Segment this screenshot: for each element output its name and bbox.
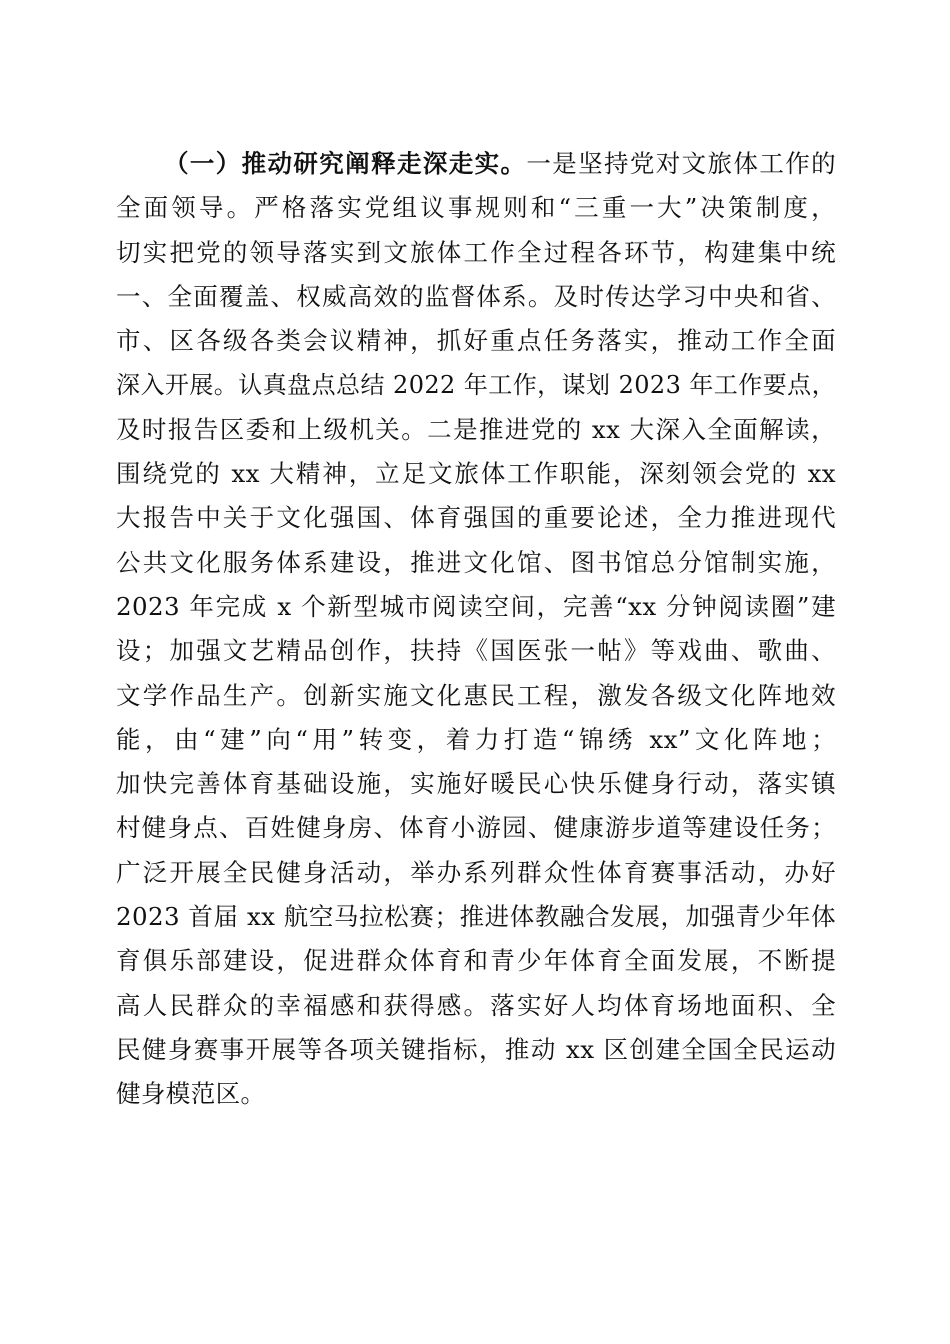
paragraph-line: 高人民群众的幸福感和获得感。落实好人均体育场地面积、全: [116, 990, 836, 1020]
paragraph-line: 育俱乐部建设，促进群众体育和青少年体育全面发展，不断提: [116, 946, 836, 976]
paragraph-line: 加快完善体育基础设施，实施好暖民心快乐健身行动，落实镇: [116, 769, 836, 799]
paragraph-line: 文学作品生产。创新实施文化惠民工程，激发各级文化阵地效: [116, 680, 836, 710]
section-heading: （一）推动研究阐释走深走实。: [164, 149, 527, 178]
paragraph-line: 一、全面覆盖、权威高效的监督体系。及时传达学习中央和省、: [116, 281, 836, 311]
paragraph-line: 2023 年完成 x 个新型城市阅读空间，完善“xx 分钟阅读圈”建: [116, 591, 836, 621]
paragraph-line: 及时报告区委和上级机关。二是推进党的 xx 大深入全面解读，: [116, 414, 836, 444]
paragraph-line: 2023 首届 xx 航空马拉松赛；推进体教融合发展，加强青少年体: [116, 902, 836, 932]
paragraph-line: 设；加强文艺精品创作，扶持《国医张一帖》等戏曲、歌曲、: [116, 636, 836, 666]
paragraph-line: 健身模范区。: [116, 1079, 266, 1109]
paragraph-line: 广泛开展全民健身活动，举办系列群众性体育赛事活动，办好: [116, 857, 836, 887]
paragraph-line: （一）推动研究阐释走深走实。一是坚持党对文旅体工作的: [164, 149, 836, 178]
paragraph-line: 深入开展。认真盘点总结 2022 年工作，谋划 2023 年工作要点，: [116, 371, 836, 400]
paragraph-line: 大报告中关于文化强国、体育强国的重要论述，全力推进现代: [116, 503, 836, 533]
body-paragraph: [116, 142, 836, 1117]
paragraph-line: 全面领导。严格落实党组议事规则和“三重一大”决策制度，: [116, 193, 836, 223]
paragraph-line: 村健身点、百姓健身房、体育小游园、健康游步道等建设任务；: [116, 813, 836, 843]
paragraph-line: 民健身赛事开展等各项关键指标，推动 xx 区创建全国全民运动: [116, 1034, 836, 1064]
paragraph-line: 公共文化服务体系建设，推进文化馆、图书馆总分馆制实施，: [116, 547, 836, 577]
paragraph-line: 市、区各级各类会议精神，抓好重点任务落实，推动工作全面: [116, 326, 836, 356]
paragraph-line: 围绕党的 xx 大精神，立足文旅体工作职能，深刻领会党的 xx: [116, 459, 836, 489]
paragraph-line: 切实把党的领导落实到文旅体工作全过程各环节，构建集中统: [116, 237, 836, 267]
paragraph-line: 能，由“建”向“用”转变，着力打造“锦绣 xx”文化阵地；: [116, 724, 836, 754]
